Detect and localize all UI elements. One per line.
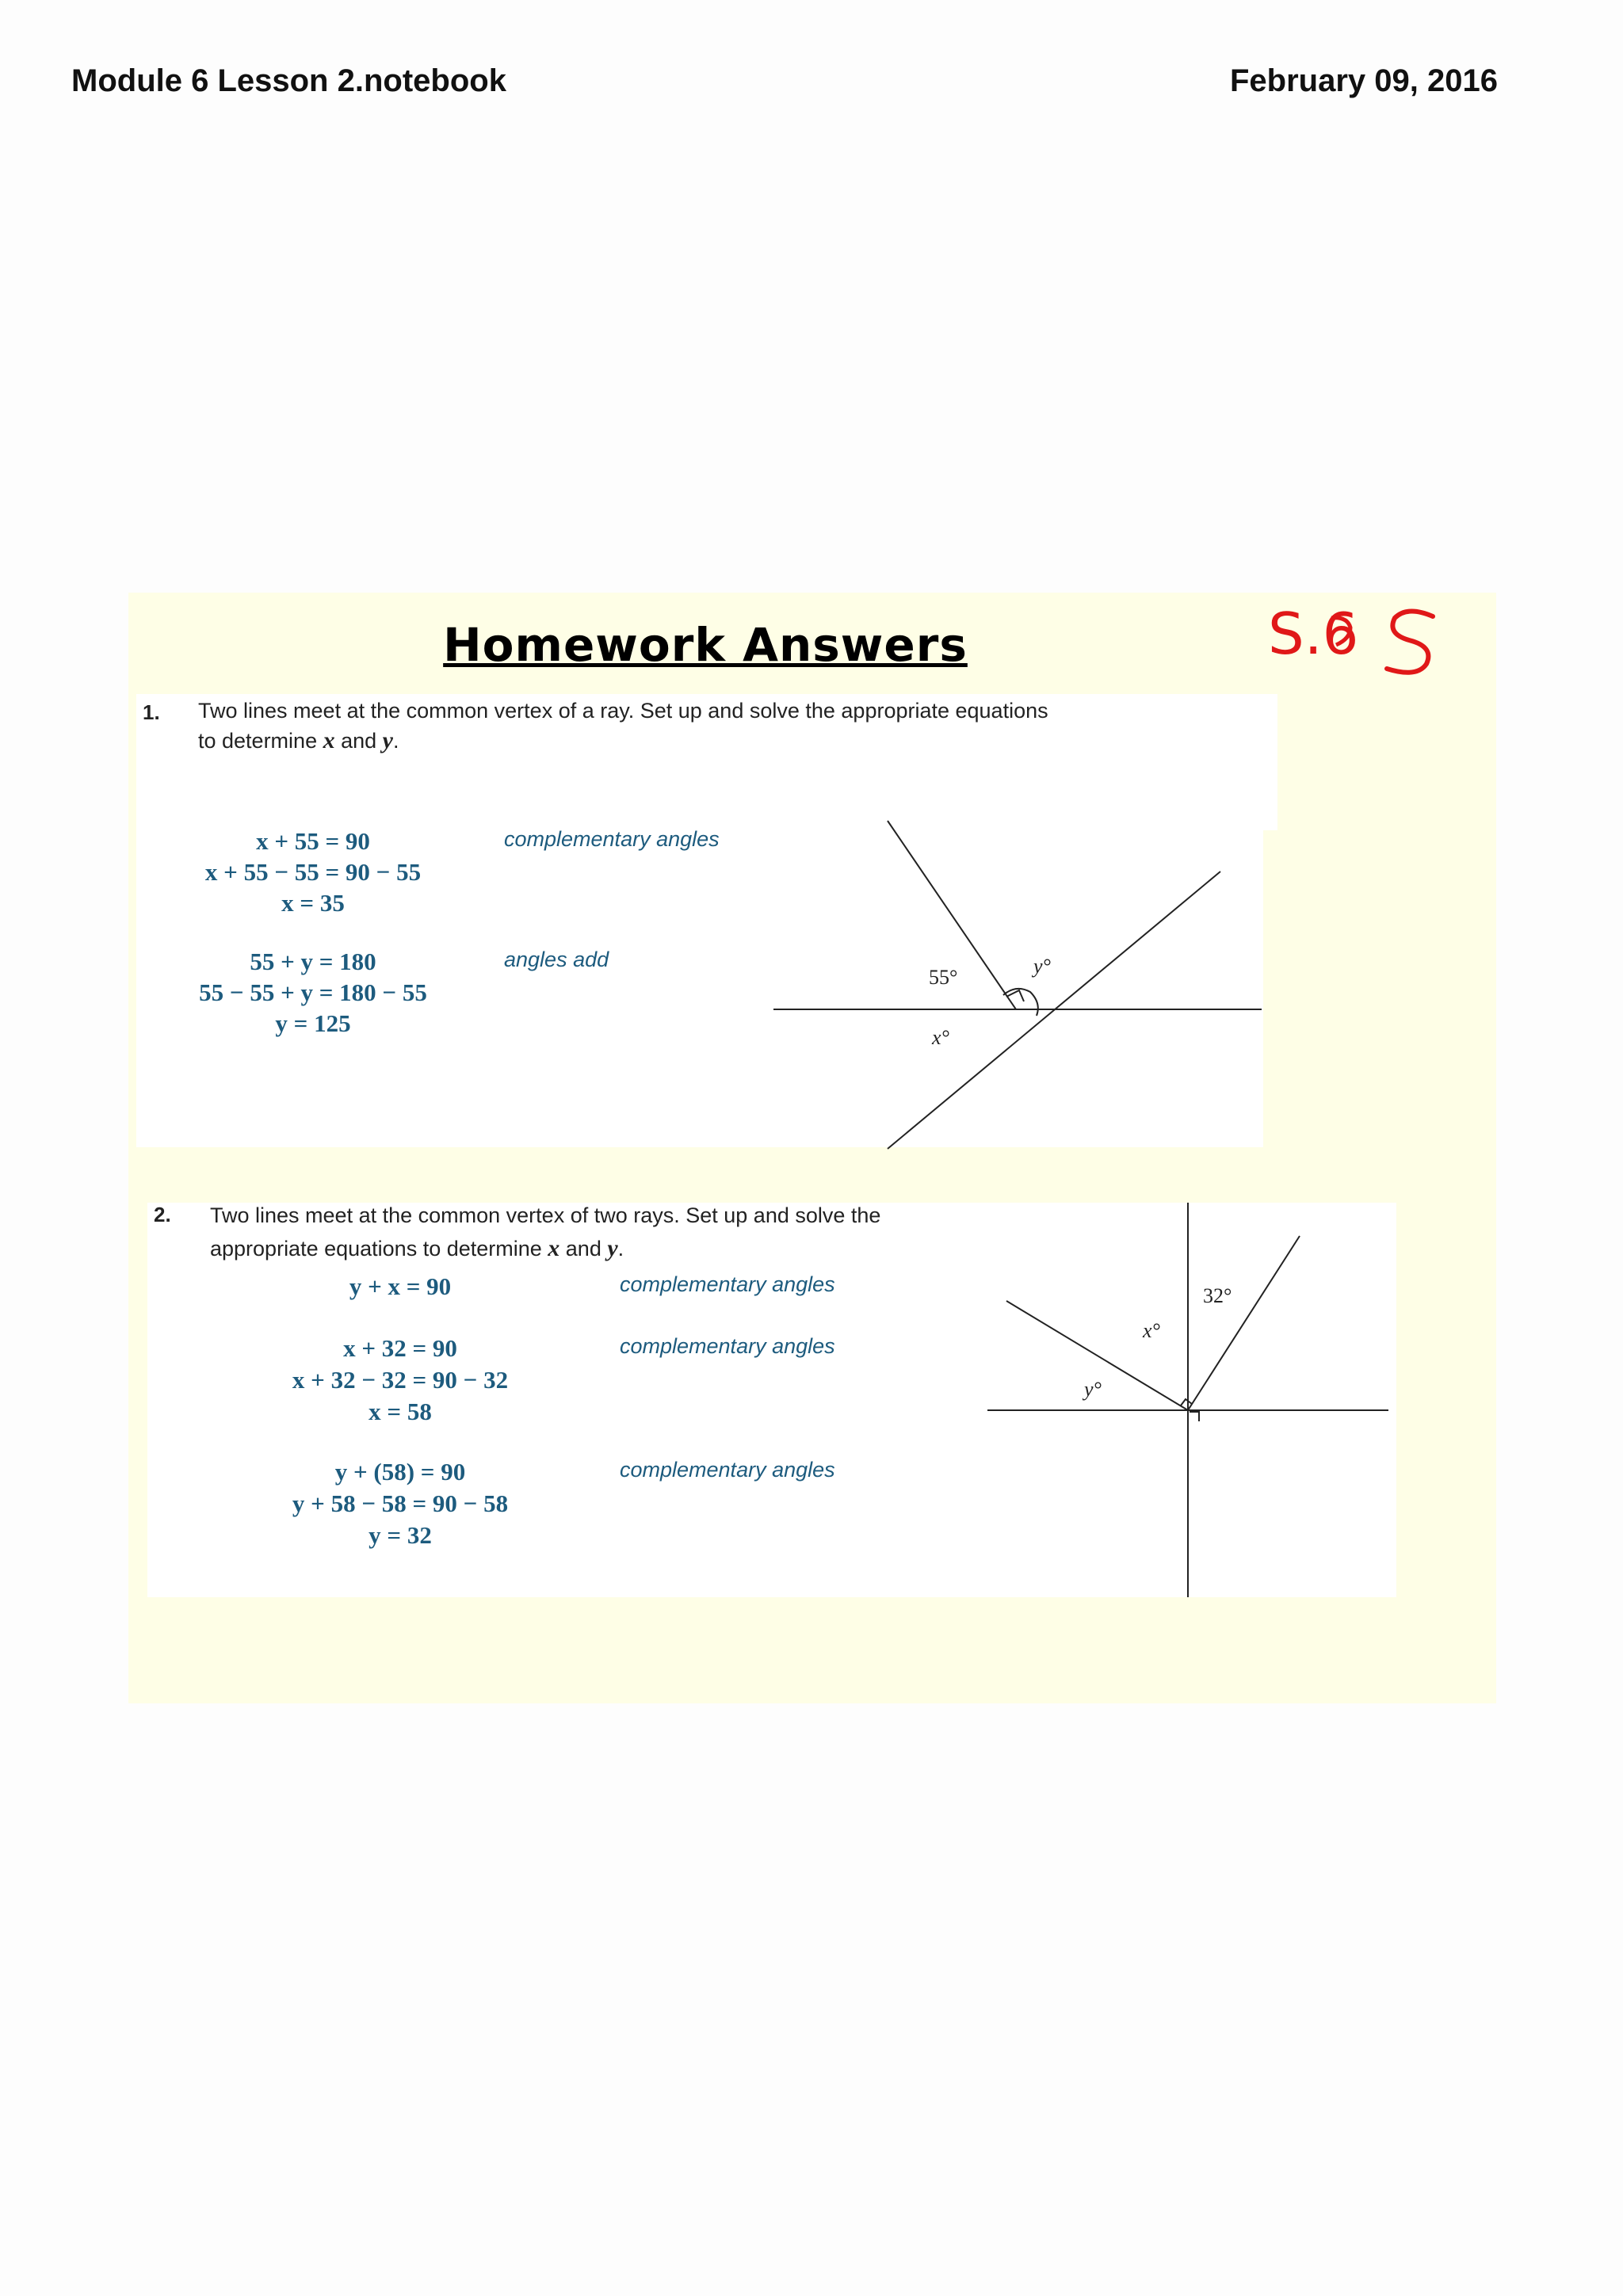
equation-line: x = 35 — [281, 889, 345, 917]
problem-2-reason-c: complementary angles — [620, 1458, 835, 1482]
problem-2-reason-a: complementary angles — [620, 1272, 835, 1296]
red-ink-annotation — [1268, 601, 1450, 688]
red-annotation-text: S.6 — [1268, 601, 1359, 667]
problem-2-prompt-line2: appropriate equations to determine x and y. — [210, 1235, 624, 1261]
red-s-scribble-icon — [1268, 601, 1450, 688]
problem-1-angle-figure — [769, 808, 1276, 1157]
problem-2-reason-b: complementary angles — [620, 1334, 835, 1358]
label-y-degrees: y° — [1033, 955, 1051, 978]
problem-2-equations-c — [262, 1456, 539, 1551]
equation-line: x + 32 − 32 = 90 − 32 — [292, 1366, 509, 1394]
notebook-title: Module 6 Lesson 2.notebook — [71, 63, 506, 98]
label-y-degrees: y° — [1084, 1378, 1102, 1401]
equation-line: y = 125 — [275, 1009, 351, 1037]
equation-line: y + 58 − 58 = 90 − 58 — [292, 1489, 509, 1517]
problem-2-equations-b — [262, 1333, 539, 1428]
label-55-degrees: 55° — [929, 966, 958, 989]
equation-line: x + 55 = 90 — [256, 827, 370, 855]
problem-1-prompt-line1: Two lines meet at the common vertex of a ray. Set up and solve the appropriate equations — [198, 699, 1048, 723]
slide-title: Homework Answers — [443, 618, 968, 672]
equation-line: 55 − 55 + y = 180 − 55 — [199, 978, 427, 1006]
problem-1-prompt-line2: to determine x and y. — [198, 727, 399, 753]
problem-2-angle-figure — [983, 1201, 1395, 1597]
problem-1-prompt — [198, 696, 1048, 756]
equation-line: x = 58 — [369, 1398, 432, 1425]
problem-2-prompt — [210, 1199, 880, 1265]
label-32-degrees: 32° — [1203, 1284, 1232, 1307]
label-x-degrees: x° — [932, 1026, 949, 1049]
equation-line: x + 32 = 90 — [343, 1334, 457, 1362]
equation-line: y + (58) = 90 — [334, 1458, 466, 1486]
right-angle-mark — [1181, 1399, 1192, 1405]
equation-line: x + 55 − 55 = 90 − 55 — [204, 858, 422, 886]
problem-1-number: 1. — [143, 700, 160, 724]
problem-1-equations-a — [198, 826, 428, 918]
problem-1-reason-a: complementary angles — [504, 827, 720, 851]
right-angle-box — [1190, 1412, 1199, 1421]
label-x-degrees: x° — [1143, 1319, 1160, 1342]
ray-right — [1188, 1236, 1300, 1410]
page-date: February 09, 2016 — [1230, 63, 1498, 98]
problem-2-prompt-line1: Two lines meet at the common vertex of two rays. Set up and solve the — [210, 1203, 881, 1227]
problem-1-equations-b — [198, 946, 428, 1039]
problem-2-equations-a — [262, 1271, 539, 1302]
equation-line: y = 32 — [369, 1521, 432, 1549]
problem-2-number: 2. — [154, 1203, 171, 1226]
problem-1-reason-b: angles add — [504, 948, 609, 971]
equation-line: y + x = 90 — [349, 1272, 452, 1300]
equation-line: 55 + y = 180 — [250, 948, 376, 975]
